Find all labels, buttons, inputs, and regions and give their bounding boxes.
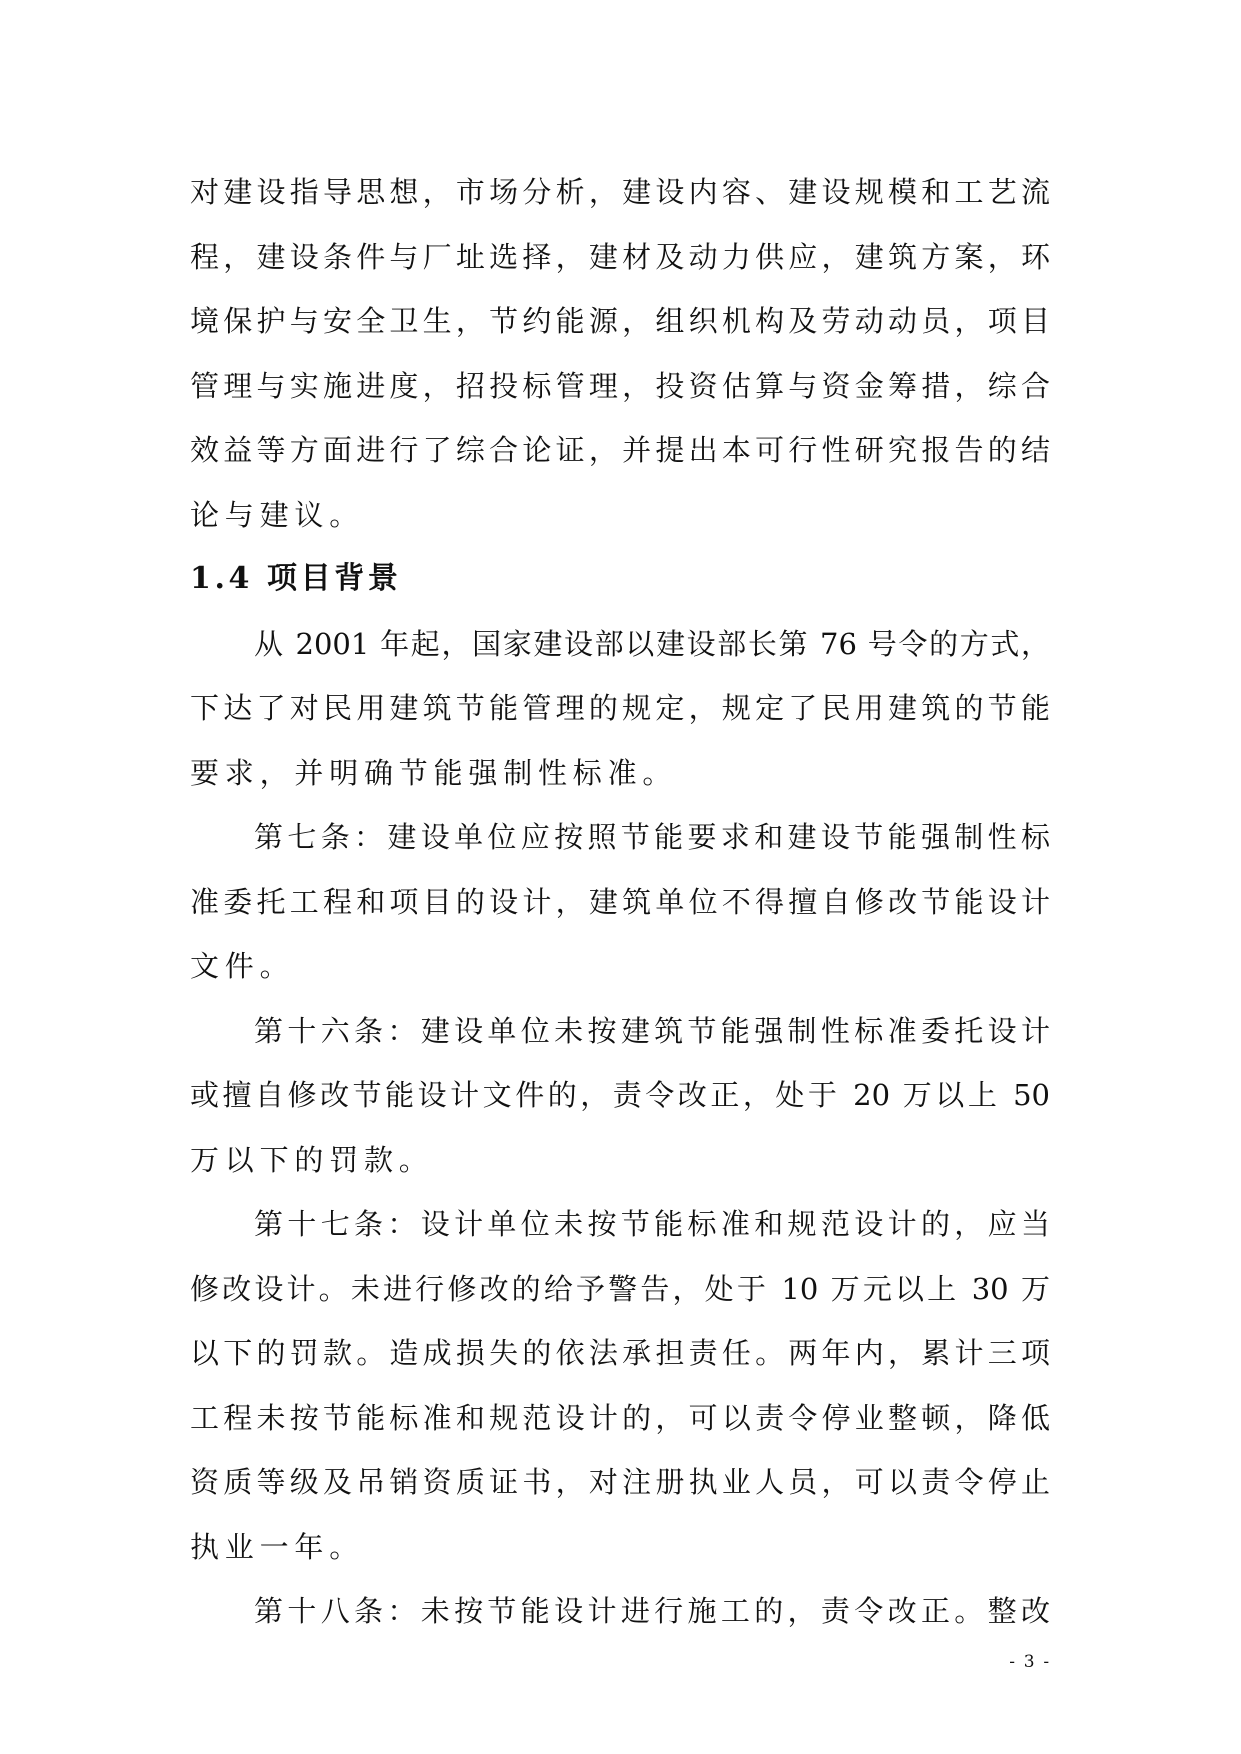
text-line: 第十七条：设计单位未按节能标准和规范设计的，应当	[254, 1207, 1050, 1241]
text-line: 对建设指导思想，市场分析，建设内容、建设规模和工艺流	[190, 175, 1050, 209]
text-line: 从 2001 年起，国家建设部以建设部长第 76 号令的方式，	[254, 626, 1050, 661]
text-line: 境保护与安全卫生，节约能源，组织机构及劳动动员，项目	[190, 304, 1050, 338]
text-line: 以下的罚款。造成损失的依法承担责任。两年内，累计三项	[190, 1336, 1050, 1370]
page-number: - 3 -	[1009, 1652, 1051, 1672]
document-page	[190, 160, 1050, 1644]
paragraph-article-16	[190, 999, 1050, 1193]
text-line: 修改设计。未进行修改的给予警告，处于 10 万元以上 30 万	[190, 1271, 1050, 1306]
text-line: 第十八条：未按节能设计进行施工的，责令改正。整改	[254, 1594, 1050, 1628]
text-line: 管理与实施进度，招投标管理，投资估算与资金筹措，综合	[190, 368, 1050, 403]
text-line: 第十六条：建设单位未按建筑节能强制性标准委托设计	[254, 1013, 1050, 1048]
text-line: 准委托工程和项目的设计，建筑单位不得擅自修改节能设计	[190, 884, 1050, 919]
paragraph-article-18	[190, 1579, 1050, 1644]
text-line: 论与建议。	[190, 497, 365, 532]
text-line: 文件。	[190, 949, 295, 983]
text-line: 第七条：建设单位应按照节能要求和建设节能强制性标	[254, 820, 1050, 854]
text-line: 要求，并明确节能强制性标准。	[190, 755, 678, 790]
text-line: 或擅自修改节能设计文件的，责令改正，处于 20 万以上 50	[190, 1078, 1050, 1112]
text-line: 下达了对民用建筑节能管理的规定，规定了民用建筑的节能	[190, 691, 1050, 725]
paragraph-article-17	[190, 1192, 1050, 1579]
paragraph-article-7	[190, 805, 1050, 999]
section-heading: 1.4 项目背景	[190, 561, 402, 596]
text-line: 效益等方面进行了综合论证，并提出本可行性研究报告的结	[190, 433, 1050, 467]
text-line: 工程未按节能标准和规范设计的，可以责令停业整顿，降低	[190, 1400, 1050, 1435]
text-line: 资质等级及吊销资质证书，对注册执业人员，可以责令停止	[190, 1465, 1050, 1499]
paragraph-intro-continued	[190, 160, 1050, 547]
paragraph-2001	[190, 612, 1050, 806]
text-line: 程，建设条件与厂址选择，建材及动力供应，建筑方案，环	[190, 239, 1050, 274]
text-line: 执业一年。	[190, 1529, 365, 1564]
text-line: 万以下的罚款。	[190, 1142, 434, 1177]
